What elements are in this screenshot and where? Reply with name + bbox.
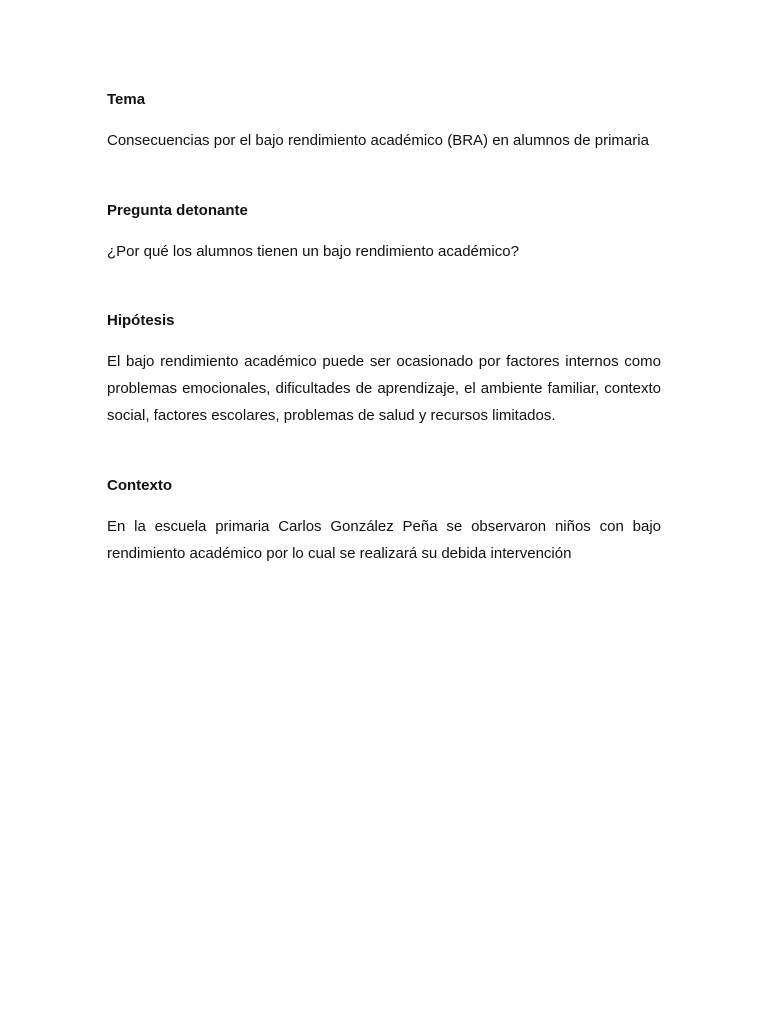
section-text-hipotesis: El bajo rendimiento académico puede ser ocasionado por factores internos como problemas emocionales, dificultades de aprendizaje, el ambiente familiar, contexto social, factores escolares, problemas de salud y recursos limitados.	[107, 353, 661, 424]
section-contexto	[107, 476, 661, 567]
document-content	[107, 90, 661, 567]
section-heading-pregunta-detonante: Pregunta detonante	[107, 202, 248, 219]
section-pregunta-detonante	[107, 201, 661, 265]
section-text-pregunta-detonante: ¿Por qué los alumnos tienen un bajo rendimiento académico?	[107, 243, 519, 260]
section-heading-hipotesis: Hipótesis	[107, 312, 175, 329]
section-text-tema: Consecuencias por el bajo rendimiento académico (BRA) en alumnos de primaria	[107, 132, 649, 149]
section-heading-contexto: Contexto	[107, 477, 172, 494]
section-hipotesis	[107, 311, 661, 429]
section-heading-tema: Tema	[107, 91, 146, 108]
section-tema	[107, 90, 661, 154]
section-text-contexto: En la escuela primaria Carlos González Peña se observaron niños con bajo rendimiento académico por lo cual se realizará su debida intervención	[107, 518, 661, 562]
